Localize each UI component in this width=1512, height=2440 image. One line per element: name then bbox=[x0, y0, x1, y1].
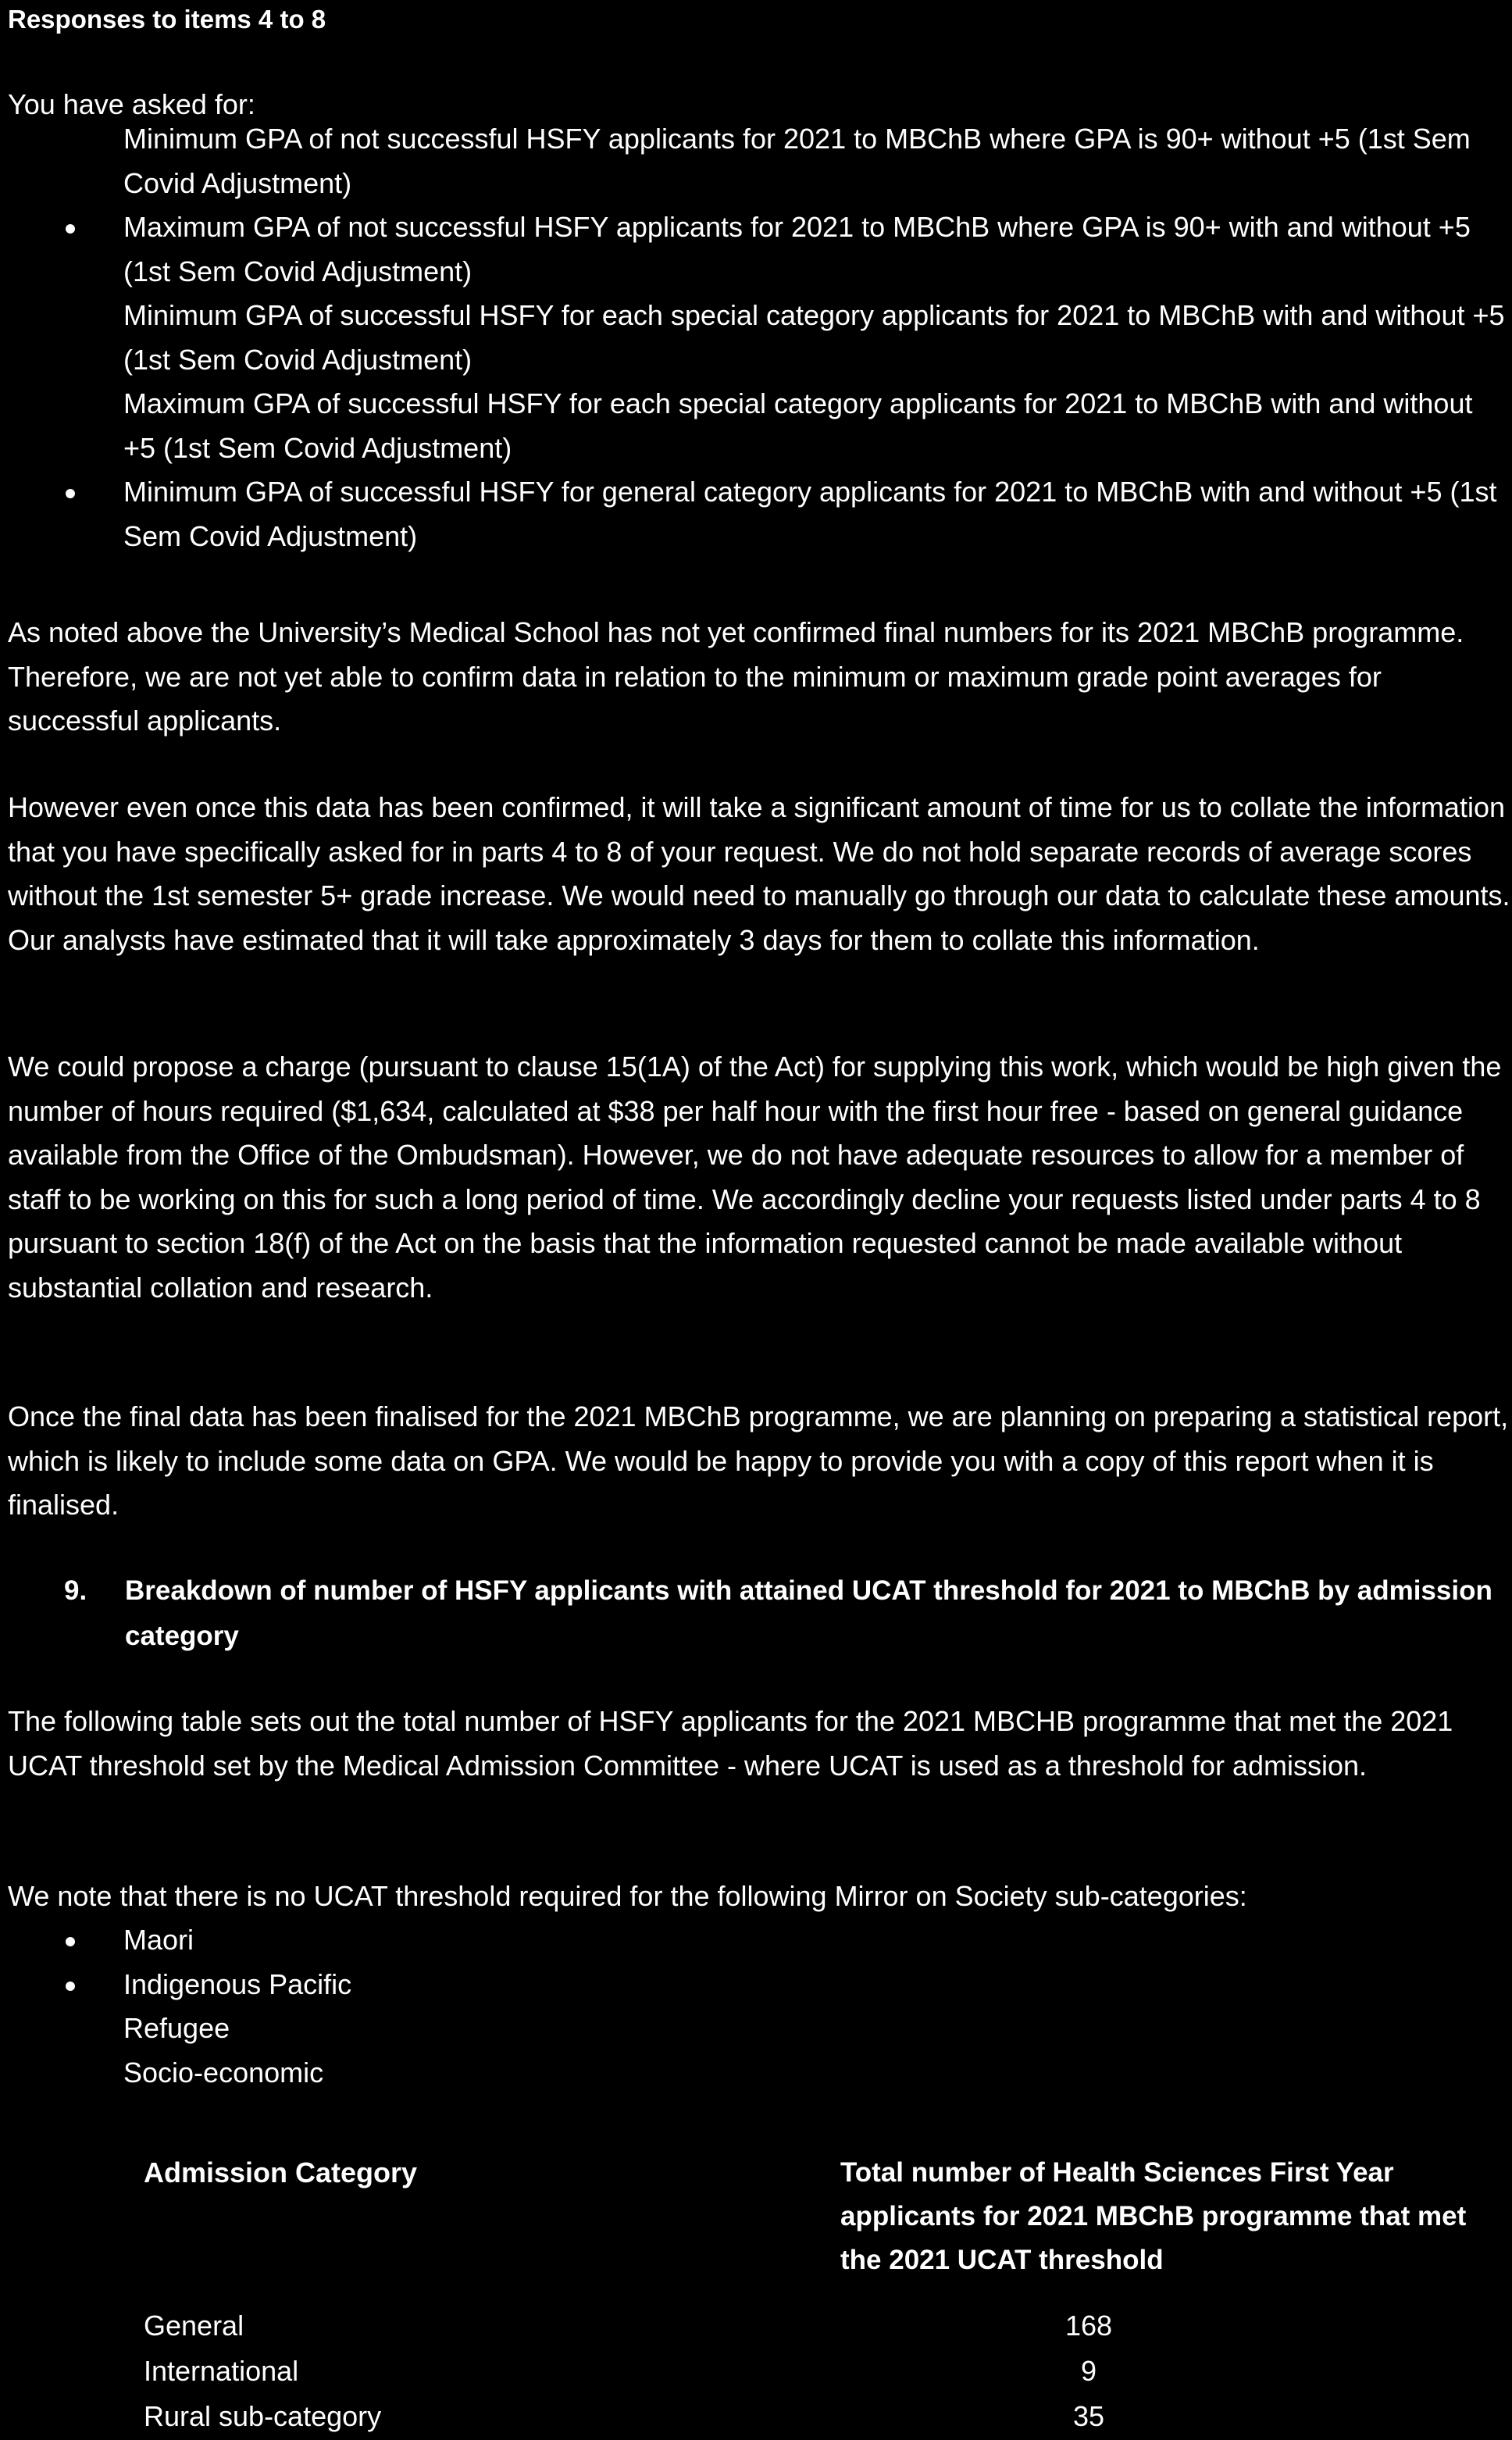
row-value: 9 bbox=[1080, 2355, 1097, 2387]
item-9-heading bbox=[8, 1568, 1512, 1659]
subcategory-text: Socio-economic bbox=[123, 2056, 324, 2089]
row-value: 35 bbox=[1072, 2400, 1105, 2432]
asked-item-text: Minimum GPA of successful HSFY for each special category applicants for 2021 to MBChB with and without +5 (1st Sem Covid Adjustment) bbox=[123, 299, 1505, 376]
asked-item-text: Minimum GPA of not successful HSFY applicants for 2021 to MBChB where GPA is 90+ without +5 (1st Sem Covid Adjustment) bbox=[123, 123, 1471, 199]
bullet-icon bbox=[66, 489, 75, 498]
asked-item-text: Maximum GPA of not successful HSFY applicants for 2021 to MBChB where GPA is 90+ with and without +5 (1st Sem Covid Adjustment) bbox=[123, 211, 1471, 287]
paragraph-table-intro: The following table sets out the total number of HSFY applicants for the 2021 MBCHB programme that met the 2021 UCAT threshold set by the Medical Admission Committee - where UCAT is used as a threshold for admission. bbox=[8, 1705, 1453, 1782]
subcategory-text: Maori bbox=[123, 1924, 194, 1956]
subcategory-item bbox=[8, 2051, 1512, 2096]
asked-item bbox=[8, 294, 1512, 382]
subcategory-text: Indigenous Pacific bbox=[123, 1967, 352, 2000]
asked-item bbox=[8, 117, 1512, 205]
subcategory-item bbox=[8, 1963, 1512, 2007]
asked-item-text: Minimum GPA of successful HSFY for general category applicants for 2021 to MBChB with and without +5 (1st Sem Covid Adjustment) bbox=[123, 476, 1497, 552]
table-row bbox=[144, 2304, 1512, 2349]
paragraph-charge: We could propose a charge (pursuant to clause 15(1A) of the Act) for supplying this work, which would be high given the number of hours required ($1,634, calculated at $38 per half hour with the first hour free - based on general guidance available from the Office of the Ombudsman). However, we do not have adequate resources to allow for a member of staff to be working on this for such a long period of time. We accordingly decline your requests listed under parts 4 to 8 pursuant to section 18(f) of the Act on the basis that the information requested cannot be made available without substantial collation and research. bbox=[8, 1051, 1502, 1304]
asked-items-list bbox=[8, 117, 1512, 558]
row-category: International bbox=[144, 2355, 299, 2387]
subcategory-item bbox=[8, 1918, 1512, 1963]
row-category: General bbox=[144, 2310, 244, 2342]
row-category: Rural sub-category bbox=[144, 2400, 382, 2432]
table-row bbox=[144, 2349, 1512, 2395]
intro-text: You have asked for: bbox=[8, 88, 255, 120]
bullet-icon bbox=[66, 1937, 75, 1946]
asked-item bbox=[8, 205, 1512, 294]
table-row bbox=[144, 2395, 1512, 2440]
paragraph-statistical-report: Once the final data has been finalised for the 2021 MBChB programme, we are planning on preparing a statistical report, which is likely to include some data on GPA. We would be happy to provide you with a copy of this report when it is finalised. bbox=[8, 1400, 1509, 1521]
item-title: Breakdown of number of HSFY applicants with attained UCAT threshold for 2021 to MBChB by admission category bbox=[125, 1575, 1492, 1651]
asked-item-text: Maximum GPA of successful HSFY for each special category applicants for 2021 to MBChB with and without +5 (1st Sem Covid Adjustment) bbox=[123, 387, 1473, 464]
header-admission-category: Admission Category bbox=[144, 2156, 418, 2189]
subcategory-item bbox=[8, 2007, 1512, 2051]
item-number: 9. bbox=[64, 1575, 87, 1606]
bullet-icon bbox=[66, 224, 75, 234]
bullet-icon bbox=[66, 1982, 75, 1991]
section-heading: Responses to items 4 to 8 bbox=[8, 5, 326, 34]
header-total-applicants: Total number of Health Sciences First Year applicants for 2021 MBChB programme that met the 2021 UCAT threshold bbox=[840, 2157, 1467, 2275]
asked-item bbox=[8, 382, 1512, 470]
asked-item bbox=[8, 470, 1512, 558]
paragraph-confirmation: As noted above the University’s Medical School has not yet confirmed final numbers for its 2021 MBChB programme. Therefore, we are not yet able to confirm data in relation to the minimum or maximum grade point averages for successful applicants. bbox=[8, 616, 1464, 737]
paragraph-subcategories-intro: We note that there is no UCAT threshold required for the following Mirror on Society sub-categories: bbox=[8, 1880, 1247, 1912]
subcategory-text: Refugee bbox=[123, 2012, 230, 2044]
row-value: 168 bbox=[1064, 2310, 1113, 2342]
subcategory-list bbox=[8, 1918, 1512, 2095]
paragraph-collation: However even once this data has been confirmed, it will take a significant amount of time for us to collate the information that you have specifically asked for in parts 4 to 8 of your request. We do not hold separate records of average scores without the 1st semester 5+ grade increase. We would need to manually go through our data to calculate these amounts. Our analysts have estimated that it will take approximately 3 days for them to collate this information. bbox=[8, 791, 1510, 956]
